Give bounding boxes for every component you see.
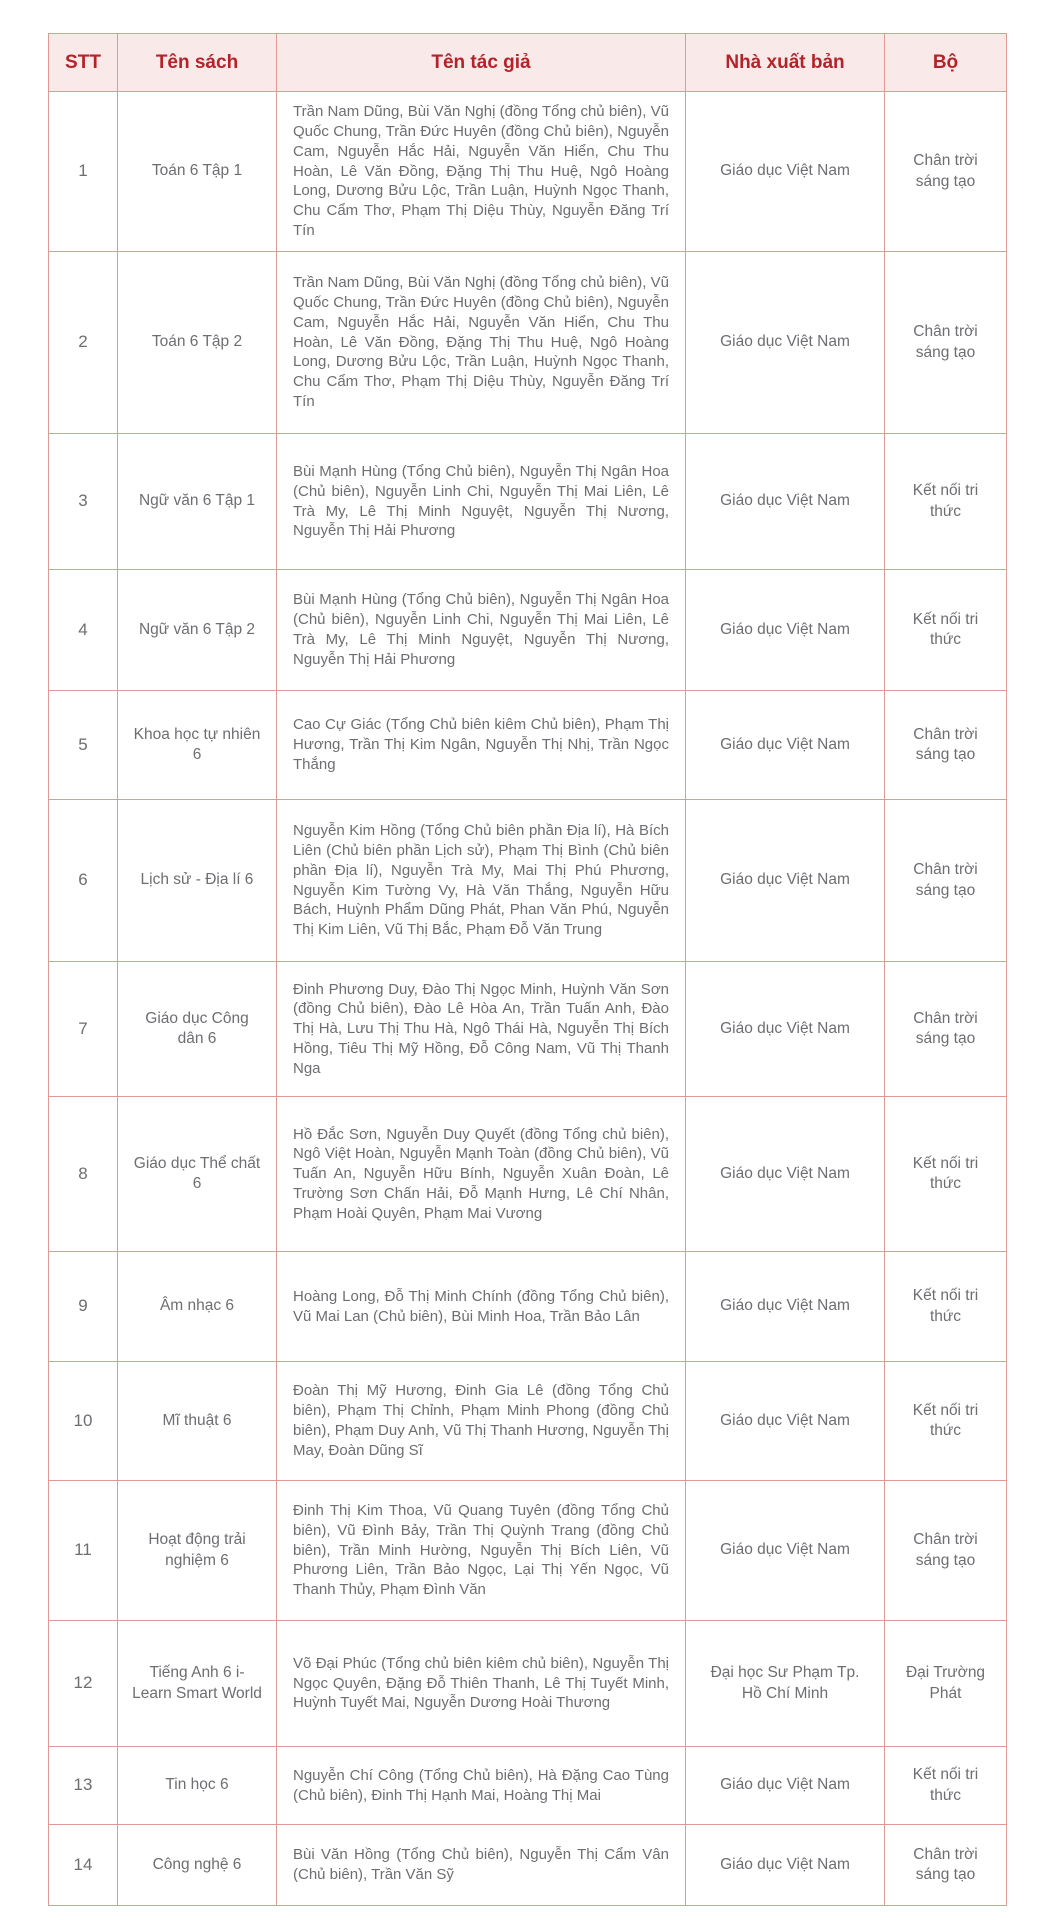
cell-stt: 14 xyxy=(49,1825,118,1906)
cell-publisher: Giáo dục Việt Nam xyxy=(686,800,885,962)
cell-stt: 11 xyxy=(49,1481,118,1621)
cell-authors: Nguyễn Kim Hồng (Tổng Chủ biên phần Địa lí), Hà Bích Liên (Chủ biên phần Lịch sử), Phạm Thị Bình (Chủ biên phần Địa lí), Nguyễn Trà My, Mai Thị Phú Phương, Nguyễn Kim Tường Vy, Hà Văn Thắng, Nguyễn Hữu Bách, Huỳnh Phẩm Dũng Phát, Phan Văn Phú, Nguyễn Thị Kim Liên, Vũ Thị Bắc, Phạm Đỗ Văn Trung xyxy=(277,800,686,962)
cell-series: Kết nối tri thức xyxy=(885,434,1007,570)
table-row xyxy=(49,1097,1007,1252)
table-row xyxy=(49,1362,1007,1481)
header-book-name: Tên sách xyxy=(118,34,277,92)
cell-series: Kết nối tri thức xyxy=(885,1362,1007,1481)
cell-book-name: Âm nhạc 6 xyxy=(118,1252,277,1362)
cell-book-name: Tiếng Anh 6 i-Learn Smart World xyxy=(118,1621,277,1747)
cell-stt: 1 xyxy=(49,92,118,252)
cell-stt: 7 xyxy=(49,962,118,1097)
cell-authors: Đoàn Thị Mỹ Hương, Đinh Gia Lê (đồng Tổng Chủ biên), Phạm Thị Chỉnh, Phạm Minh Phong (đồng Chủ biên), Phạm Duy Anh, Vũ Thị Thanh Hương, Nguyễn Thị May, Đoàn Dũng Sĩ xyxy=(277,1362,686,1481)
cell-publisher: Giáo dục Việt Nam xyxy=(686,570,885,691)
cell-series: Kết nối tri thức xyxy=(885,1747,1007,1825)
cell-authors: Trần Nam Dũng, Bùi Văn Nghị (đồng Tổng chủ biên), Vũ Quốc Chung, Trần Đức Huyên (đồng Chủ biên), Nguyễn Cam, Nguyễn Hắc Hải, Nguyễn Văn Hiển, Chu Thu Hoàn, Lê Văn Đồng, Đặng Thị Thu Huệ, Ngô Hoàng Long, Dương Bửu Lộc, Trần Luận, Huỳnh Ngọc Thanh, Chu Cẩm Thơ, Phạm Thị Diệu Thùy, Nguyễn Đăng Trí Tín xyxy=(277,92,686,252)
table-row xyxy=(49,570,1007,691)
cell-authors: Trần Nam Dũng, Bùi Văn Nghị (đồng Tổng chủ biên), Vũ Quốc Chung, Trần Đức Huyên (đồng Chủ biên), Nguyễn Cam, Nguyễn Hắc Hải, Nguyễn Văn Hiển, Chu Thu Hoàn, Lê Văn Đồng, Đặng Thị Thu Huệ, Ngô Hoàng Long, Dương Bửu Lộc, Trần Luận, Huỳnh Ngọc Thanh, Chu Cẩm Thơ, Phạm Thị Diệu Thùy, Nguyễn Đăng Trí Tín xyxy=(277,252,686,434)
cell-book-name: Hoạt động trải nghiệm 6 xyxy=(118,1481,277,1621)
cell-stt: 3 xyxy=(49,434,118,570)
table-row xyxy=(49,1252,1007,1362)
header-series: Bộ xyxy=(885,34,1007,92)
header-row xyxy=(49,34,1007,92)
cell-authors: Bùi Mạnh Hùng (Tổng Chủ biên), Nguyễn Thị Ngân Hoa (Chủ biên), Nguyễn Linh Chi, Nguyễn Thị Mai Liên, Lê Trà My, Lê Thị Minh Nguyệt, Nguyễn Thị Nương, Nguyễn Thị Hải Phương xyxy=(277,434,686,570)
cell-series: Chân trời sáng tạo xyxy=(885,1481,1007,1621)
cell-publisher: Giáo dục Việt Nam xyxy=(686,1747,885,1825)
header-stt: STT xyxy=(49,34,118,92)
cell-publisher: Giáo dục Việt Nam xyxy=(686,1362,885,1481)
cell-publisher: Giáo dục Việt Nam xyxy=(686,252,885,434)
cell-publisher: Giáo dục Việt Nam xyxy=(686,92,885,252)
cell-publisher: Giáo dục Việt Nam xyxy=(686,434,885,570)
cell-series: Kết nối tri thức xyxy=(885,570,1007,691)
table-row xyxy=(49,1481,1007,1621)
cell-series: Kết nối tri thức xyxy=(885,1252,1007,1362)
cell-series: Kết nối tri thức xyxy=(885,1097,1007,1252)
table-row xyxy=(49,92,1007,252)
cell-authors: Cao Cự Giác (Tổng Chủ biên kiêm Chủ biên), Phạm Thị Hương, Trần Thị Kim Ngân, Nguyễn Thị Nhị, Trần Ngọc Thắng xyxy=(277,691,686,800)
table-body xyxy=(49,92,1007,1906)
cell-authors: Võ Đại Phúc (Tổng chủ biên kiêm chủ biên), Nguyễn Thị Ngọc Quyên, Đặng Đỗ Thiên Thanh, Lê Thị Tuyết Minh, Huỳnh Tuyết Mai, Nguyễn Dương Hoài Thương xyxy=(277,1621,686,1747)
cell-authors: Nguyễn Chí Công (Tổng Chủ biên), Hà Đặng Cao Tùng (Chủ biên), Đinh Thị Hạnh Mai, Hoàng Thị Mai xyxy=(277,1747,686,1825)
cell-book-name: Mĩ thuật 6 xyxy=(118,1362,277,1481)
cell-publisher: Đại học Sư Phạm Tp. Hồ Chí Minh xyxy=(686,1621,885,1747)
table-row xyxy=(49,1747,1007,1825)
cell-book-name: Toán 6 Tập 1 xyxy=(118,92,277,252)
cell-series: Chân trời sáng tạo xyxy=(885,800,1007,962)
cell-stt: 10 xyxy=(49,1362,118,1481)
cell-stt: 13 xyxy=(49,1747,118,1825)
cell-book-name: Toán 6 Tập 2 xyxy=(118,252,277,434)
header-authors: Tên tác giả xyxy=(277,34,686,92)
table-header xyxy=(49,34,1007,92)
cell-publisher: Giáo dục Việt Nam xyxy=(686,962,885,1097)
cell-book-name: Khoa học tự nhiên 6 xyxy=(118,691,277,800)
cell-publisher: Giáo dục Việt Nam xyxy=(686,1825,885,1906)
table-row xyxy=(49,434,1007,570)
cell-book-name: Tin học 6 xyxy=(118,1747,277,1825)
cell-book-name: Lịch sử - Địa lí 6 xyxy=(118,800,277,962)
cell-authors: Đinh Phương Duy, Đào Thị Ngọc Minh, Huỳnh Văn Sơn (đồng Chủ biên), Đào Lê Hòa An, Trần Tuấn Anh, Đào Thị Hà, Lưu Thị Thu Hà, Ngô Thái Hà, Nguyễn Thị Bích Hồng, Tiêu Thị Mỹ Hồng, Đỗ Công Nam, Vũ Thị Thanh Nga xyxy=(277,962,686,1097)
cell-book-name: Công nghệ 6 xyxy=(118,1825,277,1906)
table-row xyxy=(49,800,1007,962)
table-row xyxy=(49,1825,1007,1906)
cell-stt: 8 xyxy=(49,1097,118,1252)
table-row xyxy=(49,691,1007,800)
cell-stt: 9 xyxy=(49,1252,118,1362)
cell-stt: 5 xyxy=(49,691,118,800)
cell-publisher: Giáo dục Việt Nam xyxy=(686,1481,885,1621)
cell-authors: Hồ Đắc Sơn, Nguyễn Duy Quyết (đồng Tổng chủ biên), Ngô Việt Hoàn, Nguyễn Mạnh Toàn (đồng Chủ biên), Vũ Tuấn An, Nguyễn Hữu Bính, Nguyễn Xuân Đoàn, Lê Trường Sơn Chấn Hải, Đỗ Mạnh Hưng, Lê Chí Nhân, Phạm Hoài Quyên, Phạm Mai Vương xyxy=(277,1097,686,1252)
cell-publisher: Giáo dục Việt Nam xyxy=(686,1097,885,1252)
cell-authors: Bùi Mạnh Hùng (Tổng Chủ biên), Nguyễn Thị Ngân Hoa (Chủ biên), Nguyễn Linh Chi, Nguyễn Thị Mai Liên, Lê Trà My, Lê Thị Minh Nguyệt, Nguyễn Thị Nương, Nguyễn Thị Hải Phương xyxy=(277,570,686,691)
cell-book-name: Ngữ văn 6 Tập 1 xyxy=(118,434,277,570)
cell-stt: 4 xyxy=(49,570,118,691)
table-row xyxy=(49,962,1007,1097)
cell-series: Chân trời sáng tạo xyxy=(885,92,1007,252)
cell-series: Đại Trường Phát xyxy=(885,1621,1007,1747)
cell-series: Chân trời sáng tạo xyxy=(885,252,1007,434)
cell-stt: 2 xyxy=(49,252,118,434)
cell-authors: Hoàng Long, Đỗ Thị Minh Chính (đồng Tổng Chủ biên), Vũ Mai Lan (Chủ biên), Bùi Minh Hoa, Trần Bảo Lân xyxy=(277,1252,686,1362)
table-row xyxy=(49,1621,1007,1747)
header-publisher: Nhà xuất bản xyxy=(686,34,885,92)
cell-series: Chân trời sáng tạo xyxy=(885,1825,1007,1906)
cell-publisher: Giáo dục Việt Nam xyxy=(686,691,885,800)
table-row xyxy=(49,252,1007,434)
cell-series: Chân trời sáng tạo xyxy=(885,691,1007,800)
cell-stt: 12 xyxy=(49,1621,118,1747)
textbook-table xyxy=(48,33,1007,1906)
cell-authors: Bùi Văn Hồng (Tổng Chủ biên), Nguyễn Thị Cẩm Vân (Chủ biên), Trần Văn Sỹ xyxy=(277,1825,686,1906)
cell-book-name: Giáo dục Công dân 6 xyxy=(118,962,277,1097)
cell-book-name: Giáo dục Thể chất 6 xyxy=(118,1097,277,1252)
cell-publisher: Giáo dục Việt Nam xyxy=(686,1252,885,1362)
cell-series: Chân trời sáng tạo xyxy=(885,962,1007,1097)
cell-authors: Đinh Thị Kim Thoa, Vũ Quang Tuyên (đồng Tổng Chủ biên), Vũ Đình Bảy, Trần Thị Quỳnh Trang (đồng Chủ biên), Trần Minh Hường, Nguyễn Thị Bích Liên, Vũ Phương Liên, Trần Bảo Ngọc, Lại Thị Yến Ngọc, Vũ Thanh Thủy, Phạm Đình Văn xyxy=(277,1481,686,1621)
cell-stt: 6 xyxy=(49,800,118,962)
cell-book-name: Ngữ văn 6 Tập 2 xyxy=(118,570,277,691)
